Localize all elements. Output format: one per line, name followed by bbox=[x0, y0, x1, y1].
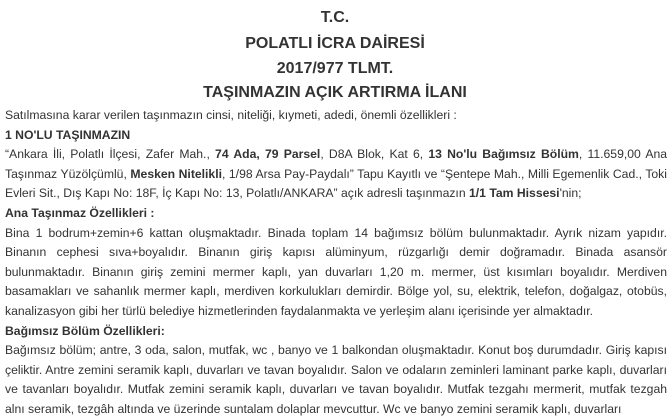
header-line-file-number: 2017/977 TLMT. bbox=[276, 60, 394, 77]
main-property-heading: Ana Taşınmaz Özellikleri : bbox=[5, 205, 155, 220]
parcel-heading: 1 NO'LU TAŞINMAZIN bbox=[5, 127, 131, 142]
parcel-text-5: 'nin; bbox=[559, 186, 582, 201]
unit-features-text: Bağımsız bölüm; antre, 3 oda, salon, mutfak, wc , banyo ve 1 balkondan oluşmaktadır. Konut boş durumdadır. Giriş kapısı çeliktir. Antre zemini seramik kaplı, duvarları ve tavan boyalıdır. Salon ve odaların zeminleri laminant parke kaplı, duvarları ve tavanları boyalıdır. Mutfak zemini seramik kaplı, duvarları ve tavan boyalıdır. Mutfak tezgahı mermerit, mutfak tezgah alnı seramik, tezgâh altında ve üzerinde suntalam dolaplar mevcuttur. Wc ve banyo zemini seramik kaplı, duvarları bbox=[5, 343, 667, 416]
parcel-unit-number: 13 No'lu Bağımsız Bölüm bbox=[428, 147, 579, 162]
main-property-text: Bina 1 bodrum+zemin+6 kattan oluşmaktadır. Binada toplam 14 bağımsız bölüm bulunmaktadır. Ayrık nizam yapıdır. Binanın cephesi sıva+boyalıdır. Binanın giriş kapısı alüminyum, rüzgarlığı demir doğramadır. Binada asansör bulunmaktadır. Binanın giriş zemini mermer kaplı, yan duvarları 1,20 m. mermer, üst kısımları boyalıdır. Merdiven basamakları ve sahanlık mermer kaplı, merdiven korkulukları demirdir. Bölge yol, su, elektrik, telefon, doğalgaz, otobüs, kanalizasyon gibi her türlü belediye hizmetlerinden faydalanmakta ve yerleşim alanı içerisinde yer almaktadır. bbox=[5, 225, 667, 318]
intro-text: Satılmasına karar verilen taşınmazın cinsi, niteliği, kıymeti, adedi, önemli özellikleri : bbox=[5, 108, 457, 122]
header-line-tc: T.C. bbox=[320, 9, 350, 26]
parcel-description bbox=[5, 145, 667, 204]
parcel-text-2: , D8A Blok, Kat 6, bbox=[320, 147, 429, 162]
parcel-quality: Mesken Nitelikli bbox=[130, 166, 222, 181]
unit-features-heading: Bağımsız Bölüm Özellikleri: bbox=[5, 323, 165, 338]
parcel-text-3: , 11.659,00 Ana Taşınmaz Yüzölçümlü, bbox=[5, 147, 668, 181]
parcel-ada-parsel: 74 Ada, 79 Parsel bbox=[215, 147, 321, 162]
parcel-share: 1/1 Tam Hissesi bbox=[469, 186, 560, 201]
parcel-text-4: , 1/98 Arsa Pay-Paydalı” Tapu Kayıtlı ve “Şentepe Mah., Milli Egemenlik Cad., Toki Evleri Sit., Dış Kapı No: 18F, İç Kapı No: 13, Polatlı/ANKARA” açık adresli taşınmazın bbox=[5, 166, 667, 201]
page-title: TAŞINMAZIN AÇIK ARTIRMA İLANI bbox=[203, 84, 467, 101]
parcel-text-1: “Ankara İli, Polatlı İlçesi, Zafer Mah., bbox=[5, 147, 216, 162]
notice-body bbox=[5, 106, 667, 420]
header-line-office: POLATLI İCRA DAİRESİ bbox=[245, 35, 425, 52]
